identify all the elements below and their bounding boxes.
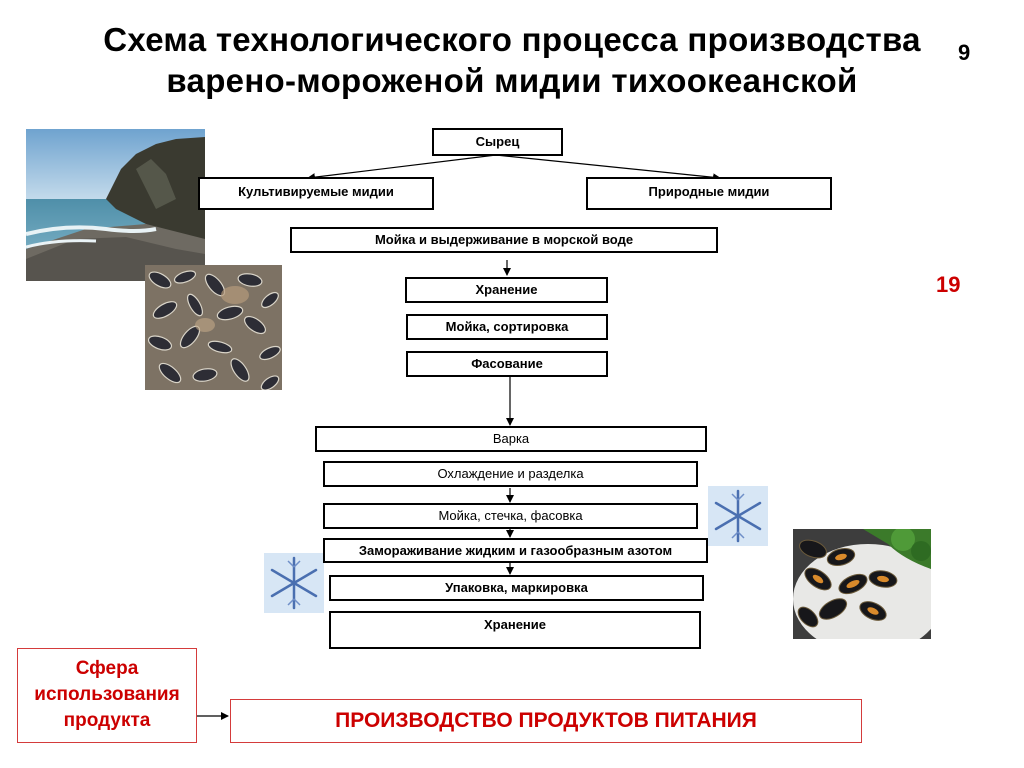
slide-number: 9 — [958, 40, 971, 65]
slide-title-line2: варено-мороженой мидии тихоокеанской — [166, 62, 858, 99]
cooling-cutting-box: Охлаждение и разделка — [323, 461, 698, 487]
page-number: 19 — [936, 272, 961, 297]
washing-holding-box: Мойка и выдерживание в морской воде — [290, 227, 718, 253]
freezing-box: Замораживание жидким и газообразным азотом — [323, 538, 708, 563]
slide-title-line1: Схема технологического процесса производства — [103, 21, 921, 58]
storage-box-2: Хранение — [329, 611, 701, 649]
storage-box-1: Хранение — [405, 277, 608, 303]
washing-draining-box: Мойка, стечка, фасовка — [323, 503, 698, 529]
washing-sorting-box: Мойка, сортировка — [406, 314, 608, 340]
raw-material-box: Сырец — [432, 128, 563, 156]
packaging-labeling-box: Упаковка, маркировка — [329, 575, 704, 601]
natural-mussels-box: Природные мидии — [586, 177, 832, 210]
food-production-box: ПРОИЗВОДСТВО ПРОДУКТОВ ПИТАНИЯ — [230, 699, 862, 743]
packing-box: Фасование — [406, 351, 608, 377]
cultivated-mussels-box: Культивируемые мидии — [198, 177, 434, 210]
boiling-box: Варка — [315, 426, 707, 452]
usage-sphere-box: Сфера использования продукта — [17, 648, 197, 743]
